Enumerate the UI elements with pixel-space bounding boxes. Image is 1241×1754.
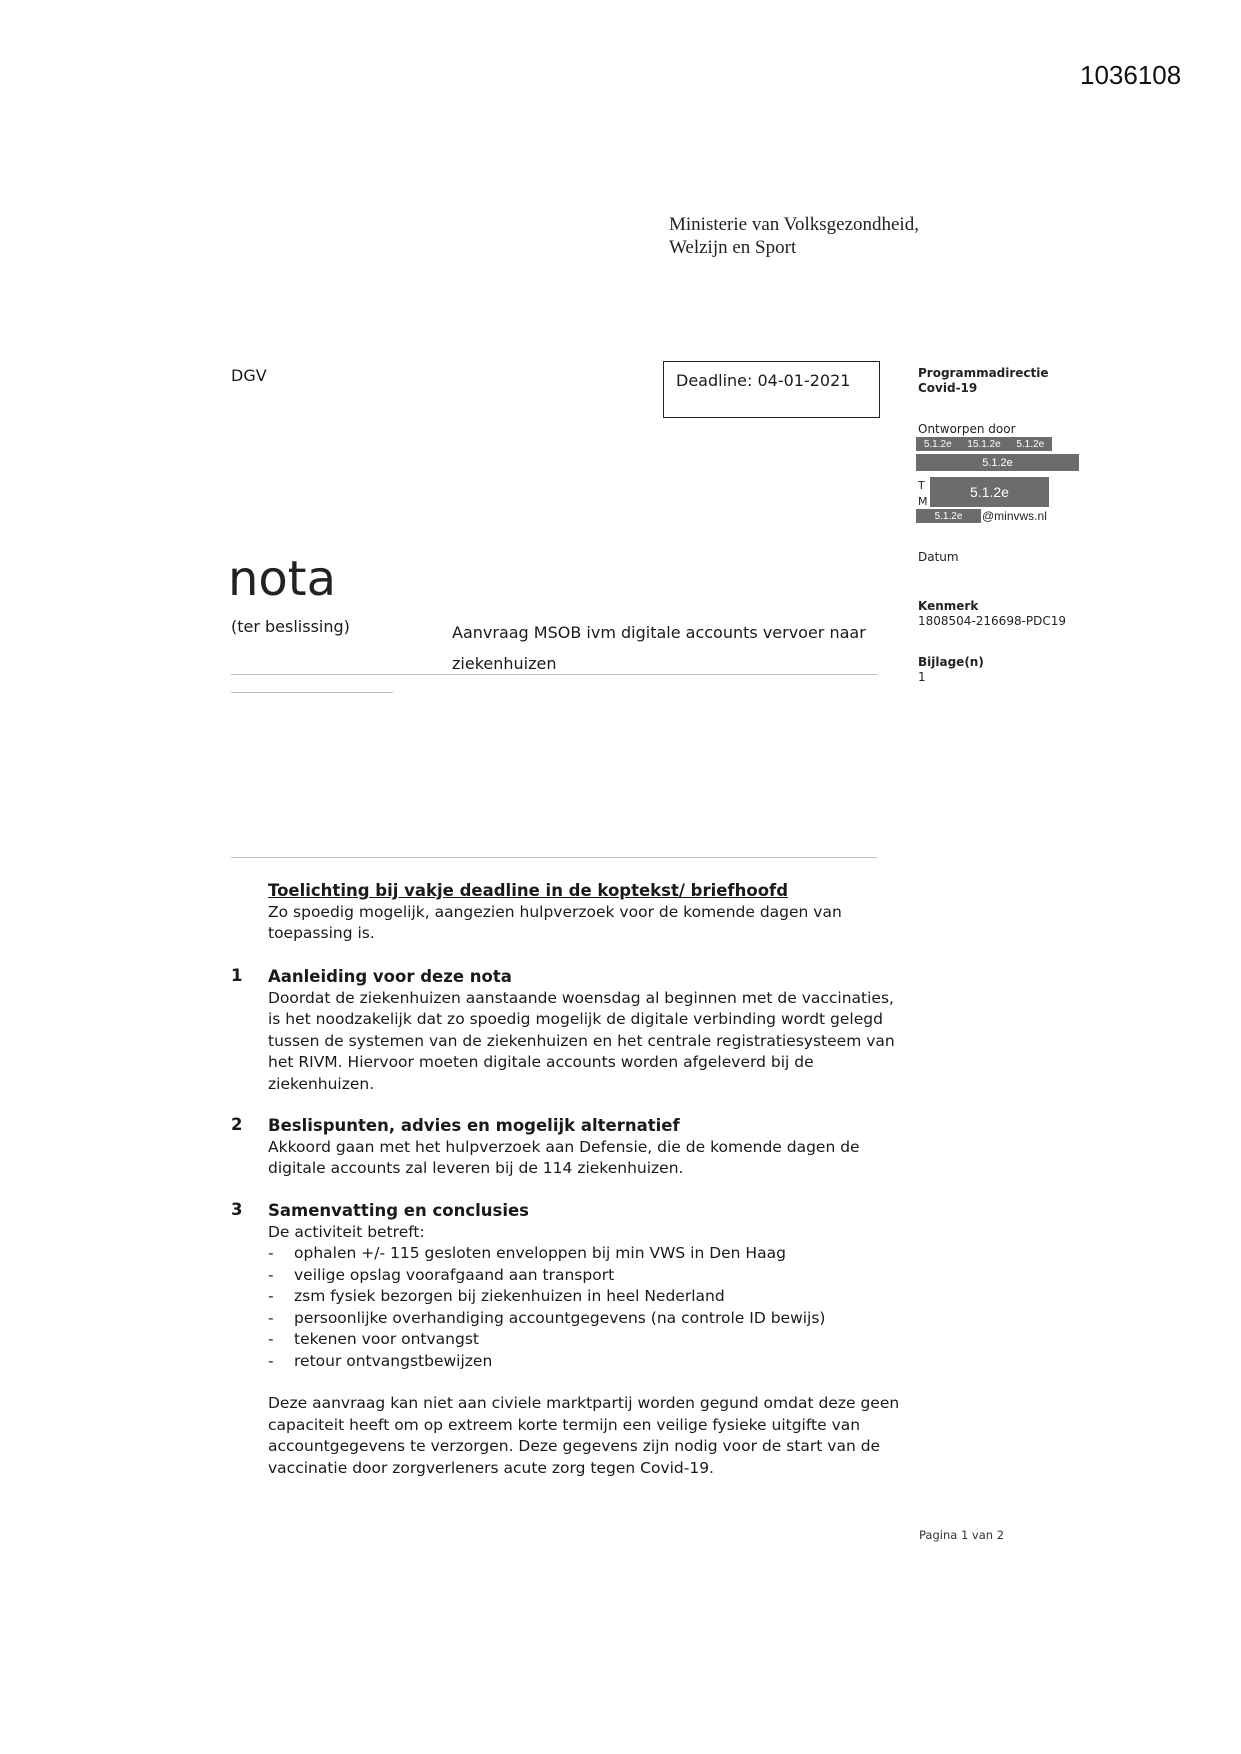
section-1 — [268, 966, 908, 1095]
attachments-label: Bijlage(n) — [918, 655, 984, 669]
phone-labels — [918, 478, 928, 510]
reference-value: 1808504-216698-PDC19 — [918, 614, 1067, 628]
section-number: 1 — [231, 966, 243, 985]
redaction-code: 5.1.2e — [970, 484, 1009, 500]
deadline-box — [663, 361, 880, 418]
section-3 — [268, 1200, 908, 1479]
list-item: - veilige opslag voorafgaand aan transport — [268, 1265, 908, 1287]
document-title: nota — [228, 551, 337, 607]
page-footer: Pagina 1 van 2 — [919, 1528, 1005, 1542]
deadline-text: Deadline: 04-01-2021 — [676, 371, 851, 390]
email-suffix: @minvws.nl — [982, 509, 1047, 523]
redaction-code: 5.1.2e — [982, 456, 1013, 469]
section-heading: Beslispunten, advies en mogelijk alternatief — [268, 1116, 680, 1135]
program-line-2: Covid-19 — [918, 381, 978, 395]
list-item: - retour ontvangstbewijzen — [268, 1351, 908, 1373]
explanation-heading: Toelichting bij vakje deadline in de koptekst/ briefhoofd — [268, 881, 789, 900]
redaction-phone — [930, 477, 1049, 507]
section-text: Doordat de ziekenhuizen aanstaande woensdag al beginnen met de vaccinaties, is het noodzakelijk dat zo spoedig mogelijk de digitale verbinding wordt gelegd tussen de systemen van de ziekenhuizen en het centrale registratiesysteem van het RIVM. Hiervoor moeten digitale accounts worden afgeleverd bij de ziekenhuizen. — [268, 988, 895, 1093]
phone-t-label: T — [918, 479, 925, 492]
ministry-line-2: Welzijn en Sport — [669, 237, 797, 258]
section-heading: Aanleiding voor deze nota — [268, 967, 512, 986]
designed-by-label: Ontworpen door — [918, 422, 1016, 436]
deadline-explanation — [268, 880, 898, 945]
section-2 — [268, 1115, 908, 1180]
divider-short — [231, 692, 393, 693]
list-item: - tekenen voor ontvangst — [268, 1329, 908, 1351]
program-line-1: Programmadirectie — [918, 366, 1049, 380]
reference — [918, 599, 1066, 629]
reference-label: Kenmerk — [918, 599, 979, 613]
list-item: - zsm fysiek bezorgen bij ziekenhuizen in heel Nederland — [268, 1286, 908, 1308]
section-number: 2 — [231, 1115, 243, 1134]
explanation-text: Zo spoedig mogelijk, aangezien hulpverzoek voor de komende dagen van toepassing is. — [268, 902, 842, 942]
list-item: - persoonlijke overhandiging accountgegevens (na controle ID bewijs) — [268, 1308, 908, 1330]
redaction-code: 5.1.2e — [923, 438, 952, 450]
section-text: Akkoord gaan met het hulpverzoek aan Defensie, die de komende dagen de digitale accounts zal leveren bij de 114 ziekenhuizen. — [268, 1137, 860, 1177]
redaction-code: 15.1.2e — [967, 438, 1001, 450]
redaction-email — [916, 509, 981, 523]
note-type: (ter beslissing) — [231, 617, 350, 636]
attachments — [918, 655, 984, 685]
phone-m-label: M — [918, 495, 928, 508]
ministry-line-1: Ministerie van Volksgezondheid, — [669, 214, 919, 235]
attachments-value: 1 — [918, 670, 926, 684]
activity-list — [268, 1243, 908, 1372]
sidebar-program — [918, 366, 1049, 396]
list-item: - ophalen +/- 115 gesloten enveloppen bij min VWS in Den Haag — [268, 1243, 908, 1265]
section-number: 3 — [231, 1200, 243, 1219]
redaction-code: 5.1.2e — [934, 510, 963, 522]
date-label: Datum — [918, 550, 959, 564]
ministry-name — [669, 213, 919, 259]
redaction-code: 5.1.2e — [1016, 438, 1045, 450]
divider — [231, 674, 877, 675]
subject: Aanvraag MSOB ivm digitale accounts vervoer naar ziekenhuizen — [452, 623, 866, 673]
redaction-bar-2 — [916, 454, 1079, 471]
divider — [231, 857, 877, 858]
redaction-bar-1 — [916, 437, 1052, 451]
section-intro: De activiteit betreft: — [268, 1222, 425, 1241]
department: DGV — [231, 366, 267, 385]
section-closing: Deze aanvraag kan niet aan civiele marktpartij worden gegund omdat deze geen capaciteit heeft om op extreem korte termijn een veilige fysieke uitgifte van accountgegevens te verzorgen. Deze gegevens zijn nodig voor de start van de vaccinatie door zorgverleners acute zorg tegen Covid-19. — [268, 1394, 900, 1477]
section-heading: Samenvatting en conclusies — [268, 1201, 529, 1220]
document-number: 1036108 — [1080, 60, 1182, 90]
